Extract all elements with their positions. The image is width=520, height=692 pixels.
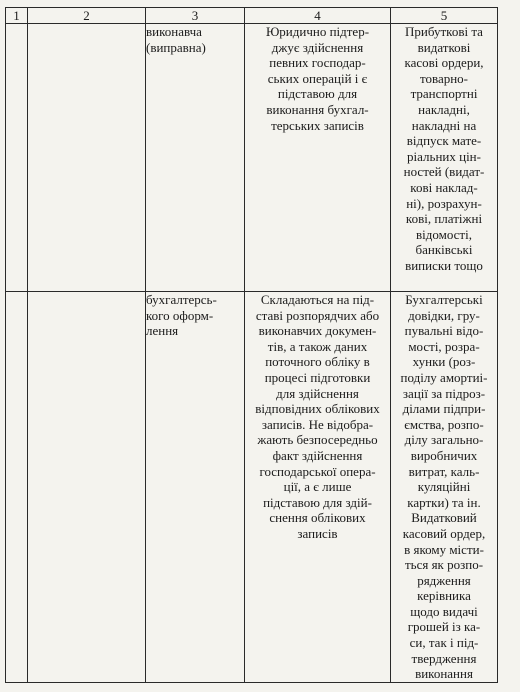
cell-line: господарської опера- — [259, 463, 376, 479]
cell-line: зації за підроз- — [402, 385, 486, 401]
table-cell-col1 — [6, 24, 28, 292]
cell-line: виробничих — [410, 447, 478, 463]
cell-line: видаткові — [417, 39, 471, 55]
cell-line: накладні на — [411, 117, 477, 133]
cell-line: виконання бухгал- — [266, 101, 369, 117]
cell-line: ємства, розпо- — [404, 416, 484, 432]
cell-line: лення — [146, 323, 179, 339]
cell-line: поділу амортиі- — [400, 369, 488, 385]
cell-line: ться як розпо- — [404, 557, 484, 573]
cell-line: касовий ордер, — [402, 525, 486, 541]
column-number-4: 4 — [245, 8, 391, 24]
cell-line: Прибуткові та — [405, 24, 483, 39]
table-cell-col1 — [6, 292, 28, 683]
cell-line: касові ордери, — [404, 55, 484, 71]
cell-line: куляційні — [417, 479, 471, 495]
cell-line: ділу загально- — [404, 432, 484, 448]
table-cell-col2 — [28, 24, 146, 292]
cell-line: підставою для — [277, 86, 358, 102]
cell-line: ні), розрахун- — [406, 195, 482, 211]
cell-line: відповідних облікових — [255, 401, 380, 417]
cell-line: кого оформ- — [146, 307, 214, 323]
cell-line: поточного обліку в — [265, 354, 370, 370]
column-number-1: 1 — [6, 8, 28, 24]
cell-line: керівника — [417, 588, 471, 604]
cell-line: пувальні відо- — [404, 323, 484, 339]
cell-line: транспортні — [410, 86, 478, 102]
column-number-3: 3 — [146, 8, 245, 24]
document-type-cell — [146, 24, 245, 292]
column-number-2: 2 — [28, 8, 146, 24]
cell-line: Складаються на під- — [260, 292, 375, 307]
table-row — [6, 292, 498, 683]
cell-line: кові наклад- — [410, 179, 478, 195]
cell-line: ностей (видат- — [403, 164, 485, 180]
cell-line: записів — [297, 525, 338, 541]
table-header-row — [6, 8, 498, 24]
cell-line: банківські — [415, 242, 473, 258]
column-number-5: 5 — [391, 8, 498, 24]
cell-line: (виправна) — [146, 39, 206, 55]
cell-line: записів. Не відобра- — [261, 416, 374, 432]
cell-line: Юридично підтер- — [265, 24, 370, 39]
cell-line: факт здійснення — [272, 447, 363, 463]
cell-line: картки) та ін. — [407, 494, 481, 510]
cell-line: відпуск мате- — [406, 133, 482, 149]
description-cell — [245, 24, 391, 292]
table-row — [6, 24, 498, 292]
cell-line: відомості, — [416, 226, 472, 242]
cell-line: ріальних цін- — [407, 148, 481, 164]
cell-line: щодо видачі — [410, 603, 478, 619]
cell-line: хунки (роз- — [412, 354, 476, 370]
cell-line: виконавчих докумен- — [258, 323, 377, 339]
cell-line: підставою для здій- — [263, 494, 372, 510]
examples-cell — [391, 292, 498, 683]
cell-line: певних господар- — [269, 55, 366, 71]
cell-line: виписки тощо — [405, 257, 483, 273]
cell-line: процесі підготовки — [264, 369, 371, 385]
cell-line: для здійснення — [276, 385, 359, 401]
cell-line: твердження — [411, 650, 477, 666]
cell-line: в якому місти- — [404, 541, 484, 557]
cell-line: довідки, гру- — [408, 307, 480, 323]
cell-line: снення облікових — [269, 510, 366, 526]
cell-line: си, так і під- — [409, 635, 479, 651]
cell-line: ставі розпорядчих або — [255, 307, 380, 323]
document-type-cell — [146, 292, 245, 683]
cell-line: Видатковий — [411, 510, 477, 526]
cell-line: кові, платіжні — [405, 211, 483, 227]
cell-line: виконання — [415, 666, 473, 682]
cell-line: джує здійснення — [271, 39, 364, 55]
cell-line: терських записів — [271, 117, 364, 133]
cell-line: мості, розра- — [408, 338, 480, 354]
cell-line: виконавча — [146, 24, 202, 39]
cell-line: рядження — [417, 572, 471, 588]
documents-table — [5, 7, 498, 683]
examples-cell — [391, 24, 498, 292]
cell-line: ції, а є лише — [283, 479, 352, 495]
cell-line: бухгалтерсь- — [146, 292, 217, 307]
cell-line: грошей із ка- — [407, 619, 481, 635]
cell-line: накладні, — [418, 101, 470, 117]
cell-line: жають безпосередньо — [257, 432, 378, 448]
description-cell — [245, 292, 391, 683]
cell-line: товарно- — [419, 70, 469, 86]
cell-line: Бухгалтерські — [405, 292, 483, 307]
cell-line: тів, а також даних — [267, 338, 368, 354]
cell-line: витрат, каль- — [408, 463, 480, 479]
table-cell-col2 — [28, 292, 146, 683]
cell-line: ділами підпри- — [402, 401, 486, 417]
cell-line: ських операцій і є — [267, 70, 368, 86]
